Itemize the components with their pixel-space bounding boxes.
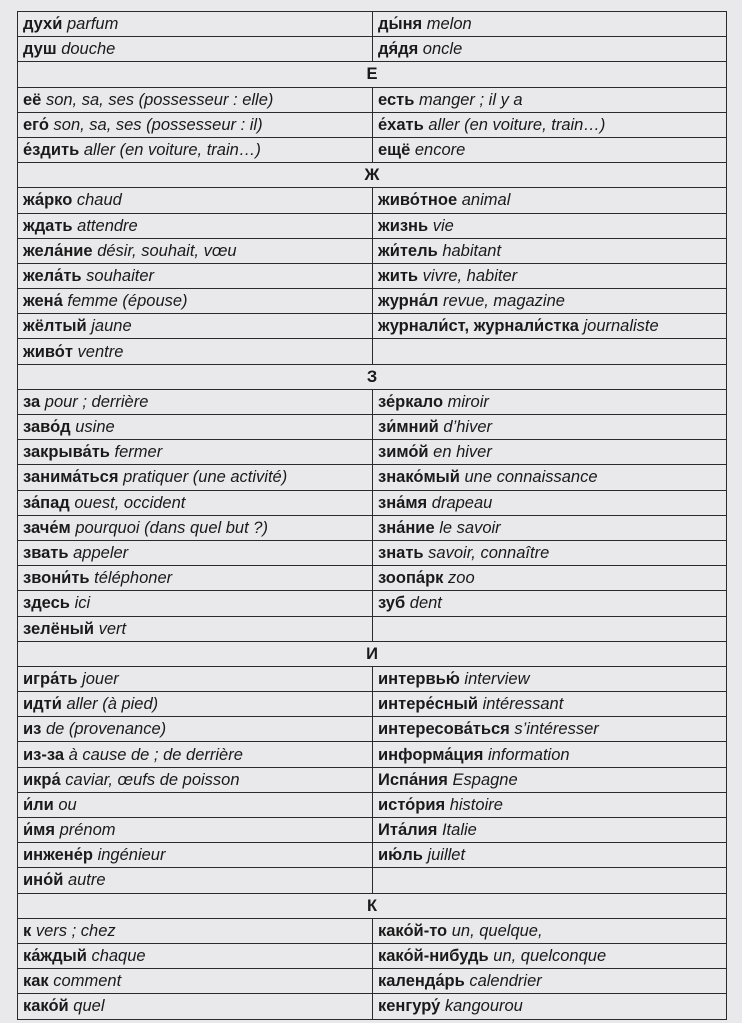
table-row	[18, 818, 727, 843]
vocab-entry	[373, 314, 727, 339]
table-row	[18, 616, 727, 641]
french-translation: jaune	[91, 317, 132, 336]
vocab-entry	[373, 339, 727, 364]
table-row	[18, 37, 727, 62]
table-row	[18, 263, 727, 288]
russian-word: жела́ть	[23, 266, 82, 285]
vocab-entry	[373, 717, 727, 742]
table-row	[18, 465, 727, 490]
vocab-entry	[18, 515, 373, 540]
russian-word: знать	[378, 544, 424, 563]
french-translation: prénom	[59, 821, 116, 840]
vocab-entry	[18, 213, 373, 238]
french-translation: histoire	[449, 795, 503, 814]
table-row	[18, 566, 727, 591]
section-letter: Е	[18, 62, 727, 87]
russian-word: кенгуру́	[378, 997, 441, 1016]
french-translation: vivre, habiter	[422, 266, 518, 285]
vocab-entry	[373, 87, 727, 112]
vocab-entry	[18, 389, 373, 414]
table-row	[18, 742, 727, 767]
french-translation: jouer	[82, 669, 119, 688]
french-translation: Italie	[441, 821, 477, 840]
vocab-entry	[18, 87, 373, 112]
vocab-entry	[18, 490, 373, 515]
table-row	[18, 591, 727, 616]
french-translation: attendre	[77, 216, 138, 235]
russian-word: е́хать	[378, 115, 424, 134]
french-translation: ventre	[77, 342, 124, 361]
vocab-entry	[18, 692, 373, 717]
vocab-entry	[373, 616, 727, 641]
vocab-entry	[18, 843, 373, 868]
section-letter: З	[18, 364, 727, 389]
french-translation: animal	[461, 191, 511, 210]
french-translation: savoir, connaître	[428, 544, 550, 563]
french-translation: son, sa, ses (possesseur : elle)	[45, 90, 274, 109]
russian-word: звать	[23, 544, 69, 563]
french-translation: comment	[53, 972, 122, 991]
french-translation: information	[487, 745, 570, 764]
section-letter-row	[18, 641, 727, 666]
french-translation: femme (épouse)	[67, 292, 188, 311]
french-translation: vert	[98, 619, 127, 638]
french-translation: usine	[75, 418, 115, 437]
french-translation: souhaiter	[86, 266, 155, 285]
french-translation: kangourou	[444, 997, 523, 1016]
russian-word: информа́ция	[378, 745, 484, 764]
french-translation: ici	[74, 594, 91, 613]
table-row	[18, 440, 727, 465]
table-row	[18, 314, 727, 339]
french-translation: interview	[464, 669, 530, 688]
table-row	[18, 515, 727, 540]
vocab-entry	[18, 994, 373, 1019]
vocab-entry	[18, 943, 373, 968]
french-translation: à cause de ; de derrière	[68, 745, 243, 764]
russian-word: ино́й	[23, 871, 64, 890]
vocab-entry	[18, 12, 373, 37]
french-translation: juillet	[427, 846, 466, 865]
vocab-entry	[18, 440, 373, 465]
russian-word: жела́ние	[23, 241, 93, 260]
russian-word: зи́мний	[378, 418, 439, 437]
russian-word: интересова́ться	[378, 720, 510, 739]
table-row	[18, 87, 727, 112]
russian-word: знако́мый	[378, 468, 460, 487]
vocab-entry	[18, 112, 373, 137]
vocab-entry	[373, 994, 727, 1019]
french-translation: parfum	[66, 15, 119, 34]
table-row	[18, 994, 727, 1019]
vocab-entry	[18, 616, 373, 641]
french-translation: en hiver	[433, 443, 492, 462]
vocab-entry	[373, 389, 727, 414]
table-row	[18, 112, 727, 137]
russian-word: како́й	[23, 997, 69, 1016]
table-row	[18, 540, 727, 565]
vocab-entry	[18, 339, 373, 364]
russian-word: духи́	[23, 15, 63, 34]
french-translation: pourquoi (dans quel but ?)	[75, 518, 268, 537]
french-translation: aller (en voiture, train…)	[428, 115, 606, 134]
vocab-entry	[373, 490, 727, 515]
french-translation: journaliste	[583, 317, 659, 336]
vocab-entry	[18, 37, 373, 62]
vocab-entry	[373, 943, 727, 968]
vocab-entry	[373, 566, 727, 591]
french-translation: douche	[61, 40, 116, 59]
russian-word: интере́сный	[378, 695, 478, 714]
russian-word: журнали́ст, журнали́стка	[378, 317, 579, 336]
table-row	[18, 415, 727, 440]
section-letter-row	[18, 364, 727, 389]
french-translation: pour ; derrière	[44, 392, 149, 411]
vocab-entry	[18, 540, 373, 565]
table-row	[18, 490, 727, 515]
french-translation: melon	[426, 15, 472, 34]
french-translation: chaque	[91, 947, 146, 966]
russian-word: идти́	[23, 695, 62, 714]
russian-word: календа́рь	[378, 972, 465, 991]
vocab-entry	[373, 591, 727, 616]
vocab-entry	[373, 37, 727, 62]
section-letter-row	[18, 62, 727, 87]
vocab-entry	[373, 918, 727, 943]
french-translation: aller (à pied)	[66, 695, 159, 714]
russian-word: зоопа́рк	[378, 569, 444, 588]
russian-word: интервью́	[378, 669, 460, 688]
vocab-entry	[373, 540, 727, 565]
russian-word: икра́	[23, 770, 61, 789]
french-translation: pratiquer (une activité)	[123, 468, 288, 487]
vocab-entry	[373, 666, 727, 691]
russian-word: зуб	[378, 594, 406, 613]
table-row	[18, 868, 727, 893]
french-translation: calendrier	[469, 972, 542, 991]
russian-word: его́	[23, 115, 49, 134]
vocab-entry	[373, 868, 727, 893]
french-translation: caviar, œufs de poisson	[65, 770, 240, 789]
russian-word: и́ли	[23, 795, 54, 814]
vocab-entry	[373, 440, 727, 465]
section-letter-row	[18, 893, 727, 918]
russian-word: исто́рия	[378, 795, 446, 814]
vocab-entry	[373, 188, 727, 213]
vocab-entry	[18, 566, 373, 591]
section-letter-row	[18, 163, 727, 188]
french-translation: intéressant	[482, 695, 564, 714]
table-row	[18, 767, 727, 792]
french-translation: revue, magazine	[442, 292, 565, 311]
russian-word: Ита́лия	[378, 821, 438, 840]
vocab-entry	[18, 415, 373, 440]
french-translation: miroir	[447, 392, 489, 411]
french-translation: quel	[73, 997, 105, 1016]
french-translation: téléphoner	[94, 569, 173, 588]
russian-word: жёлтый	[23, 317, 87, 336]
russian-word: и́мя	[23, 821, 55, 840]
russian-word: живо́тное	[378, 191, 458, 210]
russian-word: жи́тель	[378, 241, 438, 260]
french-translation: désir, souhait, vœu	[97, 241, 237, 260]
french-translation: aller (en voiture, train…)	[83, 141, 261, 160]
vocab-entry	[18, 465, 373, 490]
vocab-entry	[373, 515, 727, 540]
table-row	[18, 339, 727, 364]
vocab-entry	[373, 692, 727, 717]
french-translation: un, quelconque	[493, 947, 607, 966]
russian-word: душ	[23, 40, 57, 59]
vocab-entry	[373, 969, 727, 994]
section-letter: И	[18, 641, 727, 666]
french-translation: vers ; chez	[35, 921, 116, 940]
russian-word: заво́д	[23, 418, 71, 437]
russian-word: как	[23, 972, 49, 991]
french-translation: oncle	[422, 40, 463, 59]
russian-word: инжене́р	[23, 846, 93, 865]
russian-word: како́й-нибудь	[378, 947, 489, 966]
vocab-entry	[373, 12, 727, 37]
table-row	[18, 692, 727, 717]
french-translation: son, sa, ses (possesseur : il)	[53, 115, 263, 134]
russian-word: ждать	[23, 216, 73, 235]
french-translation: appeler	[73, 544, 129, 563]
table-row	[18, 666, 727, 691]
french-translation: habitant	[442, 241, 502, 260]
vocab-entry	[373, 465, 727, 490]
russian-word: игра́ть	[23, 669, 78, 688]
russian-word: её	[23, 90, 42, 109]
vocab-entry	[18, 591, 373, 616]
vocab-entry	[373, 818, 727, 843]
russian-word: ды́ня	[378, 15, 423, 34]
russian-word: жизнь	[378, 216, 429, 235]
french-translation: une connaissance	[464, 468, 598, 487]
russian-word: ка́ждый	[23, 947, 87, 966]
table-row	[18, 289, 727, 314]
french-translation: ou	[58, 795, 77, 814]
vocabulary-table	[17, 11, 727, 1020]
table-row	[18, 918, 727, 943]
table-row	[18, 238, 727, 263]
russian-word: жа́рко	[23, 191, 73, 210]
russian-word: за́пад	[23, 493, 70, 512]
table-row	[18, 137, 727, 162]
french-translation: ouest, occident	[74, 493, 186, 512]
russian-word: зимо́й	[378, 443, 429, 462]
vocab-entry	[18, 289, 373, 314]
vocab-entry	[18, 818, 373, 843]
section-letter: К	[18, 893, 727, 918]
russian-word: закрыва́ть	[23, 443, 110, 462]
vocab-entry	[18, 717, 373, 742]
french-translation: drapeau	[431, 493, 493, 512]
russian-word: живо́т	[23, 342, 73, 361]
russian-word: из-за	[23, 745, 65, 764]
vocab-entry	[18, 137, 373, 162]
french-translation: le savoir	[439, 518, 501, 537]
vocab-entry	[373, 415, 727, 440]
table-row	[18, 389, 727, 414]
french-translation: Espagne	[452, 770, 518, 789]
table-row	[18, 188, 727, 213]
vocab-entry	[18, 314, 373, 339]
vocab-entry	[18, 188, 373, 213]
vocab-entry	[373, 112, 727, 137]
table-row	[18, 969, 727, 994]
vocab-entry	[373, 843, 727, 868]
russian-word: есть	[378, 90, 415, 109]
table-row	[18, 843, 727, 868]
russian-word: зна́ние	[378, 518, 435, 537]
french-translation: encore	[414, 141, 466, 160]
vocab-entry	[373, 742, 727, 767]
vocab-entry	[18, 263, 373, 288]
vocab-entry	[373, 289, 727, 314]
french-translation: zoo	[448, 569, 475, 588]
russian-word: ию́ль	[378, 846, 423, 865]
vocabulary-page	[17, 11, 726, 1020]
vocab-entry	[18, 767, 373, 792]
vocab-entry	[18, 918, 373, 943]
table-row	[18, 792, 727, 817]
vocabulary-table-body	[18, 12, 727, 1020]
french-translation: de (provenance)	[45, 720, 167, 739]
russian-word: журна́л	[378, 292, 439, 311]
table-row	[18, 213, 727, 238]
vocab-entry	[18, 238, 373, 263]
french-translation: manger ; il y a	[418, 90, 523, 109]
french-translation: ingénieur	[97, 846, 166, 865]
french-translation: un, quelque,	[451, 921, 543, 940]
russian-word: за	[23, 392, 41, 411]
vocab-entry	[373, 137, 727, 162]
table-row	[18, 12, 727, 37]
vocab-entry	[373, 263, 727, 288]
russian-word: дя́дя	[378, 40, 419, 59]
vocab-entry	[373, 213, 727, 238]
russian-word: к	[23, 921, 32, 940]
vocab-entry	[373, 792, 727, 817]
french-translation: vie	[432, 216, 454, 235]
french-translation: d’hiver	[443, 418, 493, 437]
french-translation: dent	[409, 594, 442, 613]
russian-word: зна́мя	[378, 493, 428, 512]
russian-word: занима́ться	[23, 468, 119, 487]
french-translation: fermer	[114, 443, 163, 462]
french-translation: chaud	[76, 191, 122, 210]
table-row	[18, 717, 727, 742]
russian-word: из	[23, 720, 42, 739]
russian-word: ещё	[378, 141, 411, 160]
russian-word: здесь	[23, 594, 70, 613]
russian-word: жена́	[23, 292, 63, 311]
russian-word: заче́м	[23, 518, 71, 537]
russian-word: жить	[378, 266, 419, 285]
french-translation: s’intéresser	[514, 720, 599, 739]
vocab-entry	[18, 969, 373, 994]
russian-word: зелёный	[23, 619, 95, 638]
table-row	[18, 943, 727, 968]
vocab-entry	[18, 868, 373, 893]
vocab-entry	[373, 238, 727, 263]
russian-word: како́й-то	[378, 921, 448, 940]
section-letter: Ж	[18, 163, 727, 188]
russian-word: звони́ть	[23, 569, 90, 588]
russian-word: е́здить	[23, 141, 80, 160]
vocab-entry	[373, 767, 727, 792]
vocab-entry	[18, 742, 373, 767]
vocab-entry	[18, 666, 373, 691]
russian-word: зе́ркало	[378, 392, 444, 411]
russian-word: Испа́ния	[378, 770, 448, 789]
vocab-entry	[18, 792, 373, 817]
french-translation: autre	[67, 871, 106, 890]
